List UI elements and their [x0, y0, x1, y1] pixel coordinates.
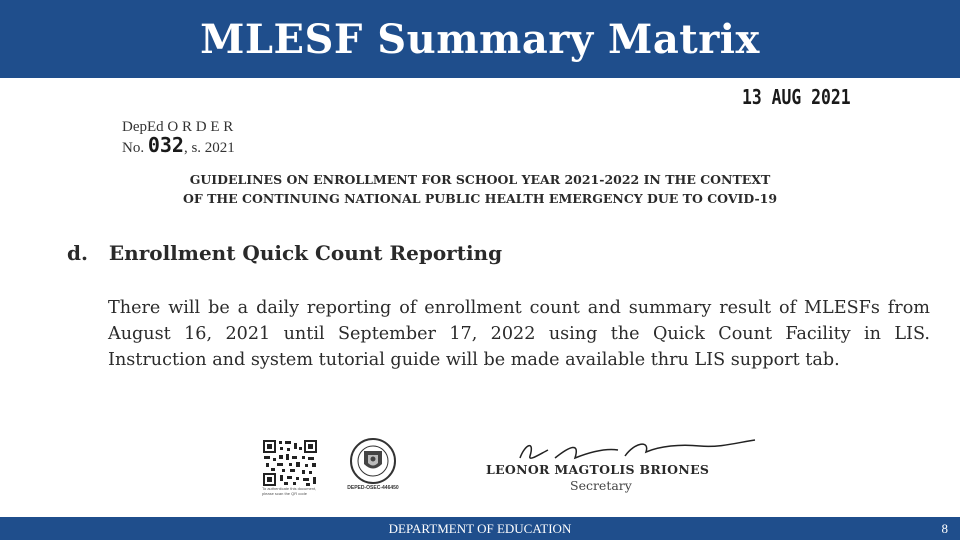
- slide-title: MLESF Summary Matrix: [200, 15, 760, 63]
- signatory-title: Secretary: [570, 478, 632, 493]
- section-letter: d.: [67, 241, 88, 265]
- seal-code: DEPED-OSEC-446450: [347, 485, 399, 491]
- order-block: [122, 118, 235, 157]
- date-stamp: 13 AUG 2021: [742, 85, 851, 109]
- body-paragraph: There will be a daily reporting of enrollment count and summary result of MLESFs from August 16, 2021 until September 17, 2022 using the Quick Count Facility in LIS. Instruction and system tutorial guide will be made available thru LIS support tab.: [108, 298, 930, 370]
- guidelines-line-2: OF THE CONTINUING NATIONAL PUBLIC HEALTH EMERGENCY DUE TO COVID-19: [182, 191, 778, 206]
- order-number: 032: [147, 133, 184, 157]
- section-heading: [67, 241, 502, 265]
- order-no-prefix: No.: [122, 140, 145, 156]
- qr-code-icon: [262, 439, 318, 487]
- order-label: DepEd O R D E R: [122, 119, 234, 135]
- signatory-name: LEONOR MAGTOLIS BRIONES: [486, 462, 710, 477]
- qr-caption: To authenticate this document, please scan the QR code: [262, 486, 317, 496]
- footer-label: DEPARTMENT OF EDUCATION: [388, 521, 572, 536]
- section-title: Enrollment Quick Count Reporting: [108, 241, 503, 265]
- page-number: 8: [941, 521, 948, 536]
- guidelines-title: [120, 170, 840, 208]
- deped-seal-icon: [333, 437, 413, 491]
- order-series: , s. 2021: [183, 140, 235, 156]
- slide-header: [0, 0, 960, 78]
- guidelines-line-1: GUIDELINES ON ENROLLMENT FOR SCHOOL YEAR 2021-2022 IN THE CONTEXT: [189, 172, 771, 187]
- slide-footer: [0, 517, 960, 540]
- order-number-line: [122, 133, 235, 157]
